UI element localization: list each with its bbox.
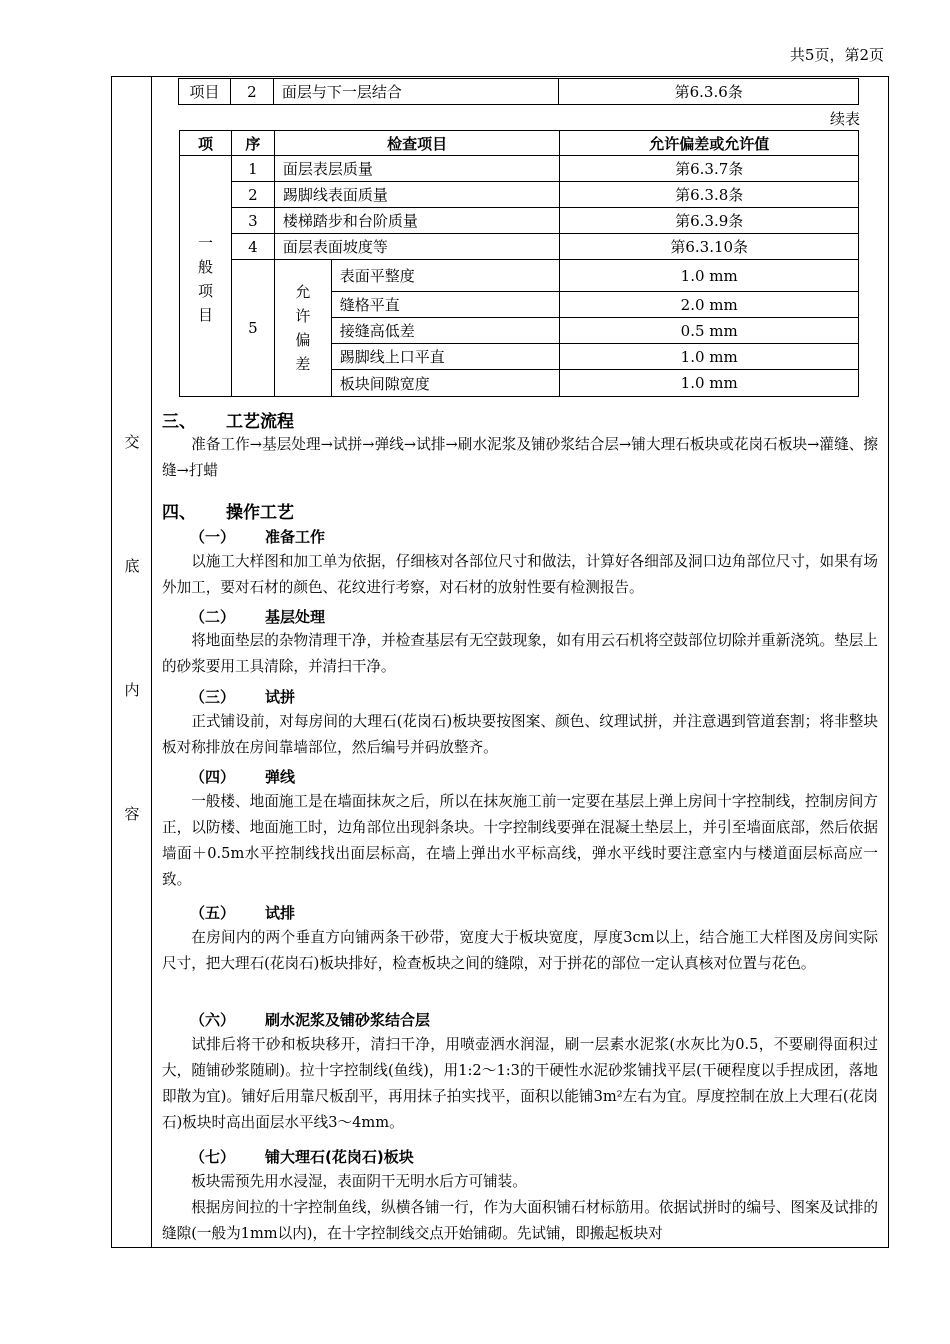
deviation-label: 允许偏差 xyxy=(295,283,311,373)
top-row-cell: 第6.3.6条 xyxy=(559,79,859,105)
step-title: 准备工作 xyxy=(265,528,326,546)
top-row-cell: 2 xyxy=(230,79,273,105)
header-cell: 允许偏差或允许值 xyxy=(560,131,859,156)
step-number: （五） xyxy=(190,904,236,922)
step-title: 刷水泥浆及铺砂浆结合层 xyxy=(265,1011,431,1029)
continued-label: 续表 xyxy=(829,110,860,128)
step-text: 正式铺设前，对每房间的大理石(花岗石)板块要按图案、颜色、纹理试拼，并注意遇到管道套割；将非整块板对称排放在房间靠墙部位，然后编号并码放整齐。 xyxy=(162,713,878,756)
seq-cell: 5 xyxy=(231,260,274,397)
section-title: 操作工艺 xyxy=(226,503,294,523)
step-heading xyxy=(190,686,295,707)
left-label-char: 底 xyxy=(124,557,140,575)
seq-cell: 1 xyxy=(231,156,274,182)
deviation-label-cell xyxy=(274,260,331,397)
item-cell: 表面平整度 xyxy=(331,260,560,292)
step-heading xyxy=(190,526,325,547)
value-cell: 0.5 mm xyxy=(560,318,859,344)
step-number: （二） xyxy=(190,608,236,626)
item-cell: 楼梯踏步和台阶质量 xyxy=(274,208,560,234)
seq-cell: 2 xyxy=(231,182,274,208)
value-cell: 第6.3.9条 xyxy=(560,208,859,234)
header-cell: 序 xyxy=(231,131,274,156)
step-text: 一般楼、地面施工是在墙面抹灰之后，所以在抹灰施工前一定要在基层上弹上房间十字控制线，控制房间方正，以防楼、地面施工时，边角部位出现斜条块。十字控制线要弹在混凝土垫层上，并引至墙面底部，然后依据墙面＋0.5m水平控制线找出面层标高，在墙上弹出水平标高线，弹水平线时要注意室内与楼道面层标高应一致。 xyxy=(162,793,878,888)
step-title: 试拼 xyxy=(265,688,296,706)
left-label-char: 交 xyxy=(124,433,140,451)
item-cell: 接缝高低差 xyxy=(331,318,560,344)
step-heading xyxy=(190,1146,414,1167)
step-title: 弹线 xyxy=(265,768,296,786)
step-number: （四） xyxy=(190,768,236,786)
header-cell: 项 xyxy=(180,131,232,156)
section-heading xyxy=(162,407,294,432)
value-cell: 第6.3.8条 xyxy=(560,182,859,208)
step-text: 板块需预先用水浸湿，表面阴干无明水后方可铺装。 xyxy=(191,1173,527,1190)
item-cell: 缝格平直 xyxy=(331,292,560,318)
left-label-char: 容 xyxy=(124,805,140,823)
seq-cell: 3 xyxy=(231,208,274,234)
page-number: 共5页，第2页 xyxy=(789,46,884,64)
top-row-table xyxy=(178,78,859,105)
section-title: 工艺流程 xyxy=(226,412,294,432)
step-title: 基层处理 xyxy=(265,608,326,626)
value-cell: 第6.3.7条 xyxy=(560,156,859,182)
step-heading xyxy=(190,766,295,787)
step-text: 试排后将干砂和板块移开，清扫干净，用喷壶洒水润湿，刷一层素水泥浆(水灰比为0.5，不要刷得面积过大，随铺砂浆随刷)。拉十字控制线(鱼线)，用1:2～1:3的干硬性水泥砂浆铺找平层(干硬程度以手捏成团，落地即散为宜)。铺好后用靠尺板刮平，再用抹子拍实找平，面积以能铺3m²左右为宜。厚度控制在放上大理石(花岗石)板块时高出面层水平线3～4mm。 xyxy=(162,1036,878,1131)
group-label: 一般项目 xyxy=(197,234,213,324)
step-text: 在房间内的两个垂直方向铺两条干砂带，宽度大于板块宽度，厚度3cm以上，结合施工大样图及房间实际尺寸，把大理石(花岗石)板块排好，检查板块之间的缝隙，对于拼花的部位一定认真核对位置与花色。 xyxy=(162,929,878,972)
item-cell: 板块间隙宽度 xyxy=(331,370,560,397)
value-cell: 第6.3.10条 xyxy=(560,234,859,260)
left-label-column xyxy=(112,77,152,1247)
step-text: 根据房间拉的十字控制鱼线，纵横各铺一行，作为大面积铺石材标筋用。依据试拼时的编号、图案及试排的缝隙(一般为1mm以内)，在十字控制线交点开始铺砌。先试铺，即搬起板块对 xyxy=(162,1199,878,1242)
step-text: 以施工大样图和加工单为依据，仔细核对各部位尺寸和做法，计算好各细部及洞口边角部位尺寸，如果有场外加工，要对石材的颜色、花纹进行考察，对石材的放射性要有检测报告。 xyxy=(162,553,878,596)
disclosure-frame xyxy=(111,76,889,1248)
step-number: （三） xyxy=(190,688,236,706)
seq-cell: 4 xyxy=(231,234,274,260)
step-number: （六） xyxy=(190,1011,236,1029)
item-cell: 踢脚线表面质量 xyxy=(274,182,560,208)
section-number: 三、 xyxy=(162,412,196,432)
step-heading xyxy=(190,606,325,627)
inspection-table xyxy=(179,130,859,397)
step-title: 铺大理石(花岗石)板块 xyxy=(265,1148,414,1166)
item-cell: 踢脚线上口平直 xyxy=(331,344,560,370)
step-heading xyxy=(190,902,295,923)
step-text: 将地面垫层的杂物清理干净，并检查基层有无空鼓现象，如有用云石机将空鼓部位切除并重新浇筑。垫层上的砂浆要用工具清除，并清扫干净。 xyxy=(162,632,878,675)
value-cell: 1.0 mm xyxy=(560,260,859,292)
top-row-cell: 面层与下一层结合 xyxy=(273,79,559,105)
value-cell: 1.0 mm xyxy=(560,344,859,370)
header-cell: 检查项目 xyxy=(274,131,560,156)
step-number: （七） xyxy=(190,1148,236,1166)
item-cell: 面层表面坡度等 xyxy=(274,234,560,260)
step-heading xyxy=(190,1009,430,1030)
step-number: （一） xyxy=(190,528,236,546)
value-cell: 2.0 mm xyxy=(560,292,859,318)
step-title: 试排 xyxy=(265,904,296,922)
section-heading xyxy=(162,498,294,523)
left-label-char: 内 xyxy=(124,681,140,699)
process-flow-text: 准备工作→基层处理→试拼→弹线→试排→刷水泥浆及铺砂浆结合层→铺大理石板块或花岗石板块→灌缝、擦缝→打蜡 xyxy=(162,436,878,479)
value-cell: 1.0 mm xyxy=(560,370,859,397)
top-row-cell: 项目 xyxy=(179,79,231,105)
item-cell: 面层表层质量 xyxy=(274,156,560,182)
section-number: 四、 xyxy=(162,503,196,523)
group-label-cell xyxy=(180,156,232,397)
